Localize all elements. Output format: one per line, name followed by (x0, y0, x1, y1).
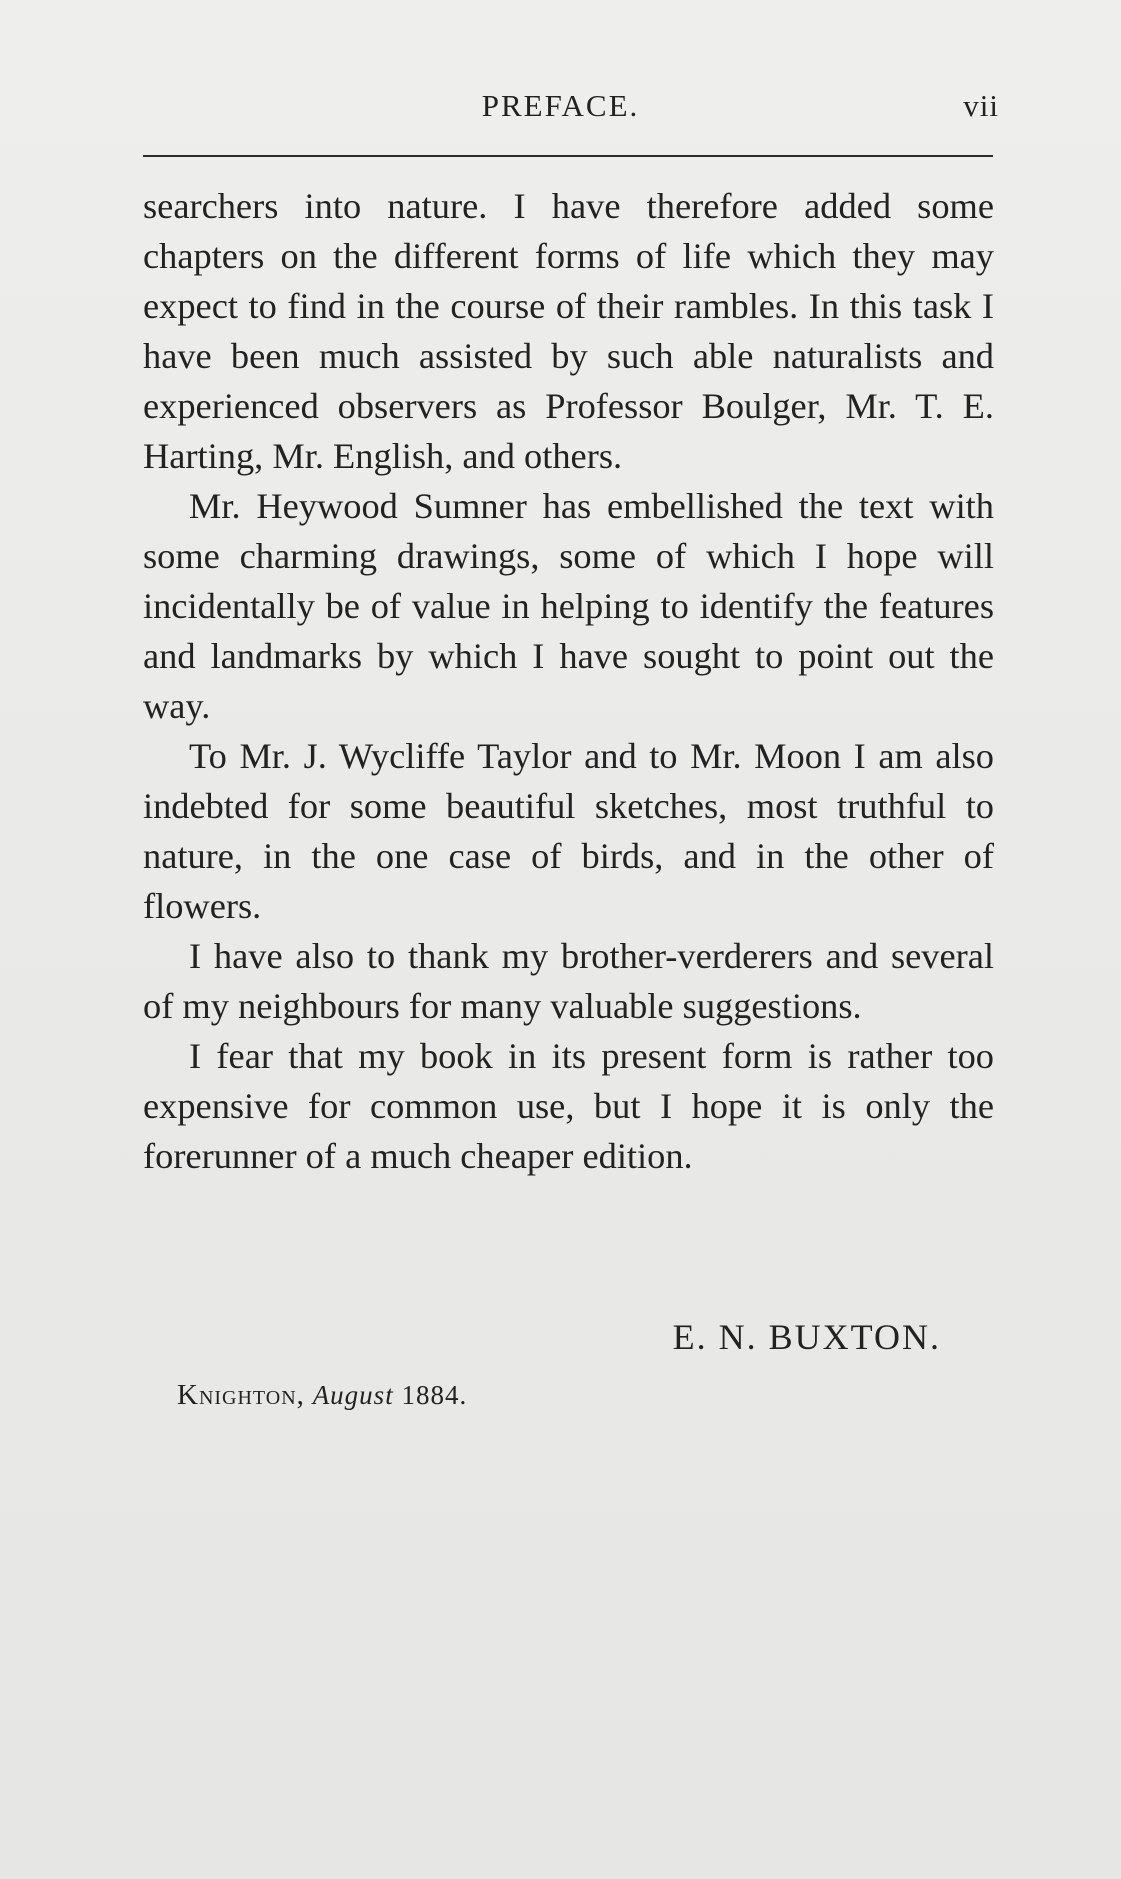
dateline (177, 1379, 467, 1412)
author-signature: E. N. BUXTON. (672, 1317, 941, 1357)
running-title: PREFACE. (481, 88, 640, 123)
paragraph-5: I fear that my book in its present form is rather too expensive for common use, but I hope it is only the forerunner of a much cheaper edition. (143, 1036, 994, 1176)
paragraph-1: searchers into nature. I have therefore added some chapters on the different forms of life which they may expect to find in the course of their rambles. In this task I have been much assisted by such able naturalists and experienced observers as Professor Boulger, Mr. T. E. Harting, Mr. English, and others. (143, 186, 994, 476)
running-head (0, 88, 1121, 132)
dateline-month: August (312, 1380, 394, 1410)
dateline-year: 1884. (401, 1380, 468, 1410)
header-rule (143, 155, 993, 157)
paragraph-4: I have also to thank my brother-verderers and several of my neighbours for many valuable suggestions. (143, 936, 994, 1026)
preface-body (143, 181, 994, 1181)
paragraph-3: To Mr. J. Wycliffe Taylor and to Mr. Moon I am also indebted for some beautiful sketches, most truthful to nature, in the one case of birds, and in the other of flowers. (143, 736, 994, 926)
page-number: vii (963, 88, 999, 123)
paragraph-2: Mr. Heywood Sumner has embellished the text with some charming drawings, some of which I hope will incidentally be of value in helping to identify the features and landmarks by which I have sought to point out the way. (143, 486, 994, 726)
dateline-place: Knighton, (177, 1379, 305, 1411)
